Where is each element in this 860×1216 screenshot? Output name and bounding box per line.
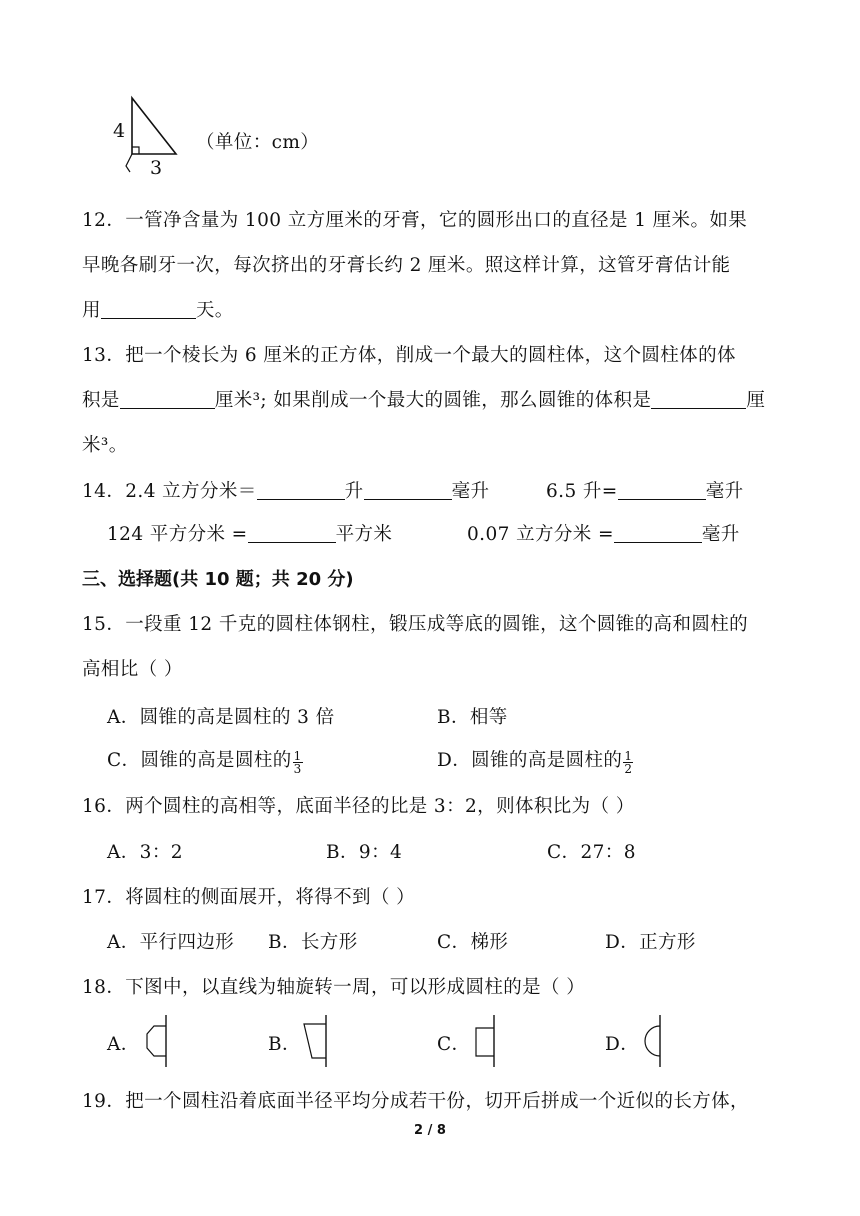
q13-line1: 13．把一个棱长为 6 厘米的正方体，削成一个最大的圆柱体，这个圆柱体的体	[82, 345, 736, 366]
q12-line3	[82, 296, 234, 322]
unit-note: （单位：cm）	[196, 132, 320, 153]
q17-option-c[interactable]: C．梯形	[437, 932, 509, 953]
q12-line2: 早晚各刷牙一次，每次挤出的牙膏长约 2 厘米。照这样计算，这管牙膏估计能	[82, 255, 731, 276]
q12-line3-post: 天。	[195, 300, 234, 321]
triangle-side-left-label: 4	[113, 120, 126, 142]
q14-c-end: 平方米	[335, 524, 393, 545]
q14-b-end: 毫升	[705, 481, 744, 502]
q13-cone-volume-blank[interactable]	[651, 388, 746, 409]
q14-part-c	[107, 520, 392, 546]
fraction-numerator: 1	[293, 748, 302, 763]
q14-d-pre: 0.07 立方分米 =	[467, 524, 614, 545]
q14-part-b	[546, 477, 744, 503]
q18-option-b-label[interactable]: B．	[268, 1034, 301, 1055]
q17-stem: 17．将圆柱的侧面展开，将得不到（ ）	[82, 887, 416, 908]
fraction-one-third	[293, 750, 303, 775]
q18-figure-d	[636, 1012, 666, 1070]
q17-option-d[interactable]: D．正方形	[605, 932, 696, 953]
q12-line3-pre: 用	[82, 300, 101, 321]
q15-line2: 高相比（ ）	[82, 659, 183, 680]
q18-figure-b	[298, 1012, 332, 1070]
q18-figure-a	[142, 1012, 172, 1070]
q15-option-b[interactable]: B．相等	[437, 707, 508, 728]
q19-line1: 19．把一个圆柱沿着底面半径平均分成若干份，切开后拼成一个近似的长方体，	[82, 1091, 749, 1112]
q16-option-a[interactable]: A．3：2	[107, 842, 183, 863]
figure-shape	[304, 1024, 326, 1058]
q13-line2-mid: 厘米³; 如果削成一个最大的圆锥，那么圆锥的体积是	[214, 390, 652, 411]
figure-shape	[147, 1026, 166, 1056]
fraction-denominator: 2	[624, 761, 633, 776]
q13-line2-end: 厘	[746, 390, 766, 411]
q14-d-blank[interactable]	[614, 522, 702, 543]
q14-d-end: 毫升	[701, 524, 740, 545]
q14-c-pre: 124 平方分米 =	[107, 524, 248, 545]
figure-shape	[476, 1028, 494, 1056]
q14-c-blank[interactable]	[248, 522, 336, 543]
q16-option-b[interactable]: B．9：4	[326, 842, 403, 863]
q14-part-d	[467, 520, 740, 546]
fraction-denominator: 3	[293, 761, 302, 776]
q17-option-a[interactable]: A．平行四边形	[107, 932, 235, 953]
q13-line2-pre: 积是	[82, 390, 120, 411]
q16-stem: 16．两个圆柱的高相等，底面半径的比是 3：2，则体积比为（ ）	[82, 796, 635, 817]
q15-option-d-text: D．圆锥的高是圆柱的	[437, 750, 623, 771]
vertex-mark	[126, 154, 132, 172]
fraction-numerator: 1	[624, 748, 633, 763]
q15-option-a[interactable]: A．圆锥的高是圆柱的 3 倍	[107, 707, 335, 728]
q13-line3: 米³。	[82, 435, 128, 456]
q14-a-end: 毫升	[451, 481, 490, 502]
q12-answer-blank[interactable]	[101, 298, 196, 319]
q18-option-d-label[interactable]: D．	[605, 1034, 640, 1055]
q14-b-pre: 6.5 升=	[546, 481, 618, 502]
q14-a-mid: 升	[344, 481, 364, 502]
section-heading: 三、选择题(共 10 题；共 20 分)	[82, 569, 354, 590]
q15-option-d[interactable]	[437, 746, 633, 775]
q14-liter-blank[interactable]	[257, 479, 345, 500]
q17-option-b[interactable]: B．长方形	[268, 932, 358, 953]
figure-shape	[645, 1026, 660, 1056]
triangle-shape	[132, 98, 176, 154]
q15-line1: 15．一段重 12 千克的圆柱体钢柱，锻压成等底的圆锥，这个圆锥的高和圆柱的	[82, 614, 749, 635]
page-number: 2 / 8	[414, 1123, 446, 1138]
right-angle-mark	[132, 147, 139, 154]
q13-cylinder-volume-blank[interactable]	[120, 388, 215, 409]
q13-line2	[82, 386, 765, 412]
q16-option-c[interactable]: C．27：8	[547, 842, 636, 863]
triangle-side-bottom-label: 3	[150, 157, 163, 179]
q14-b-blank[interactable]	[618, 479, 706, 500]
q18-stem: 18．下图中，以直线为轴旋转一周，可以形成圆柱的是（ ）	[82, 977, 586, 998]
q14-part-a	[82, 477, 489, 503]
q15-option-c[interactable]	[107, 746, 303, 775]
q18-figure-c	[470, 1012, 500, 1070]
q14-a-pre: 14．2.4 立方分米＝	[82, 481, 257, 502]
q14-milliliter-blank[interactable]	[364, 479, 452, 500]
q18-option-a-label[interactable]: A．	[107, 1034, 140, 1055]
q12-line1: 12．一管净含量为 100 立方厘米的牙膏，它的圆形出口的直径是 1 厘米。如果	[82, 210, 748, 231]
q18-option-c-label[interactable]: C．	[437, 1034, 471, 1055]
q15-option-c-text: C．圆锥的高是圆柱的	[107, 750, 292, 771]
fraction-one-half	[623, 750, 633, 775]
